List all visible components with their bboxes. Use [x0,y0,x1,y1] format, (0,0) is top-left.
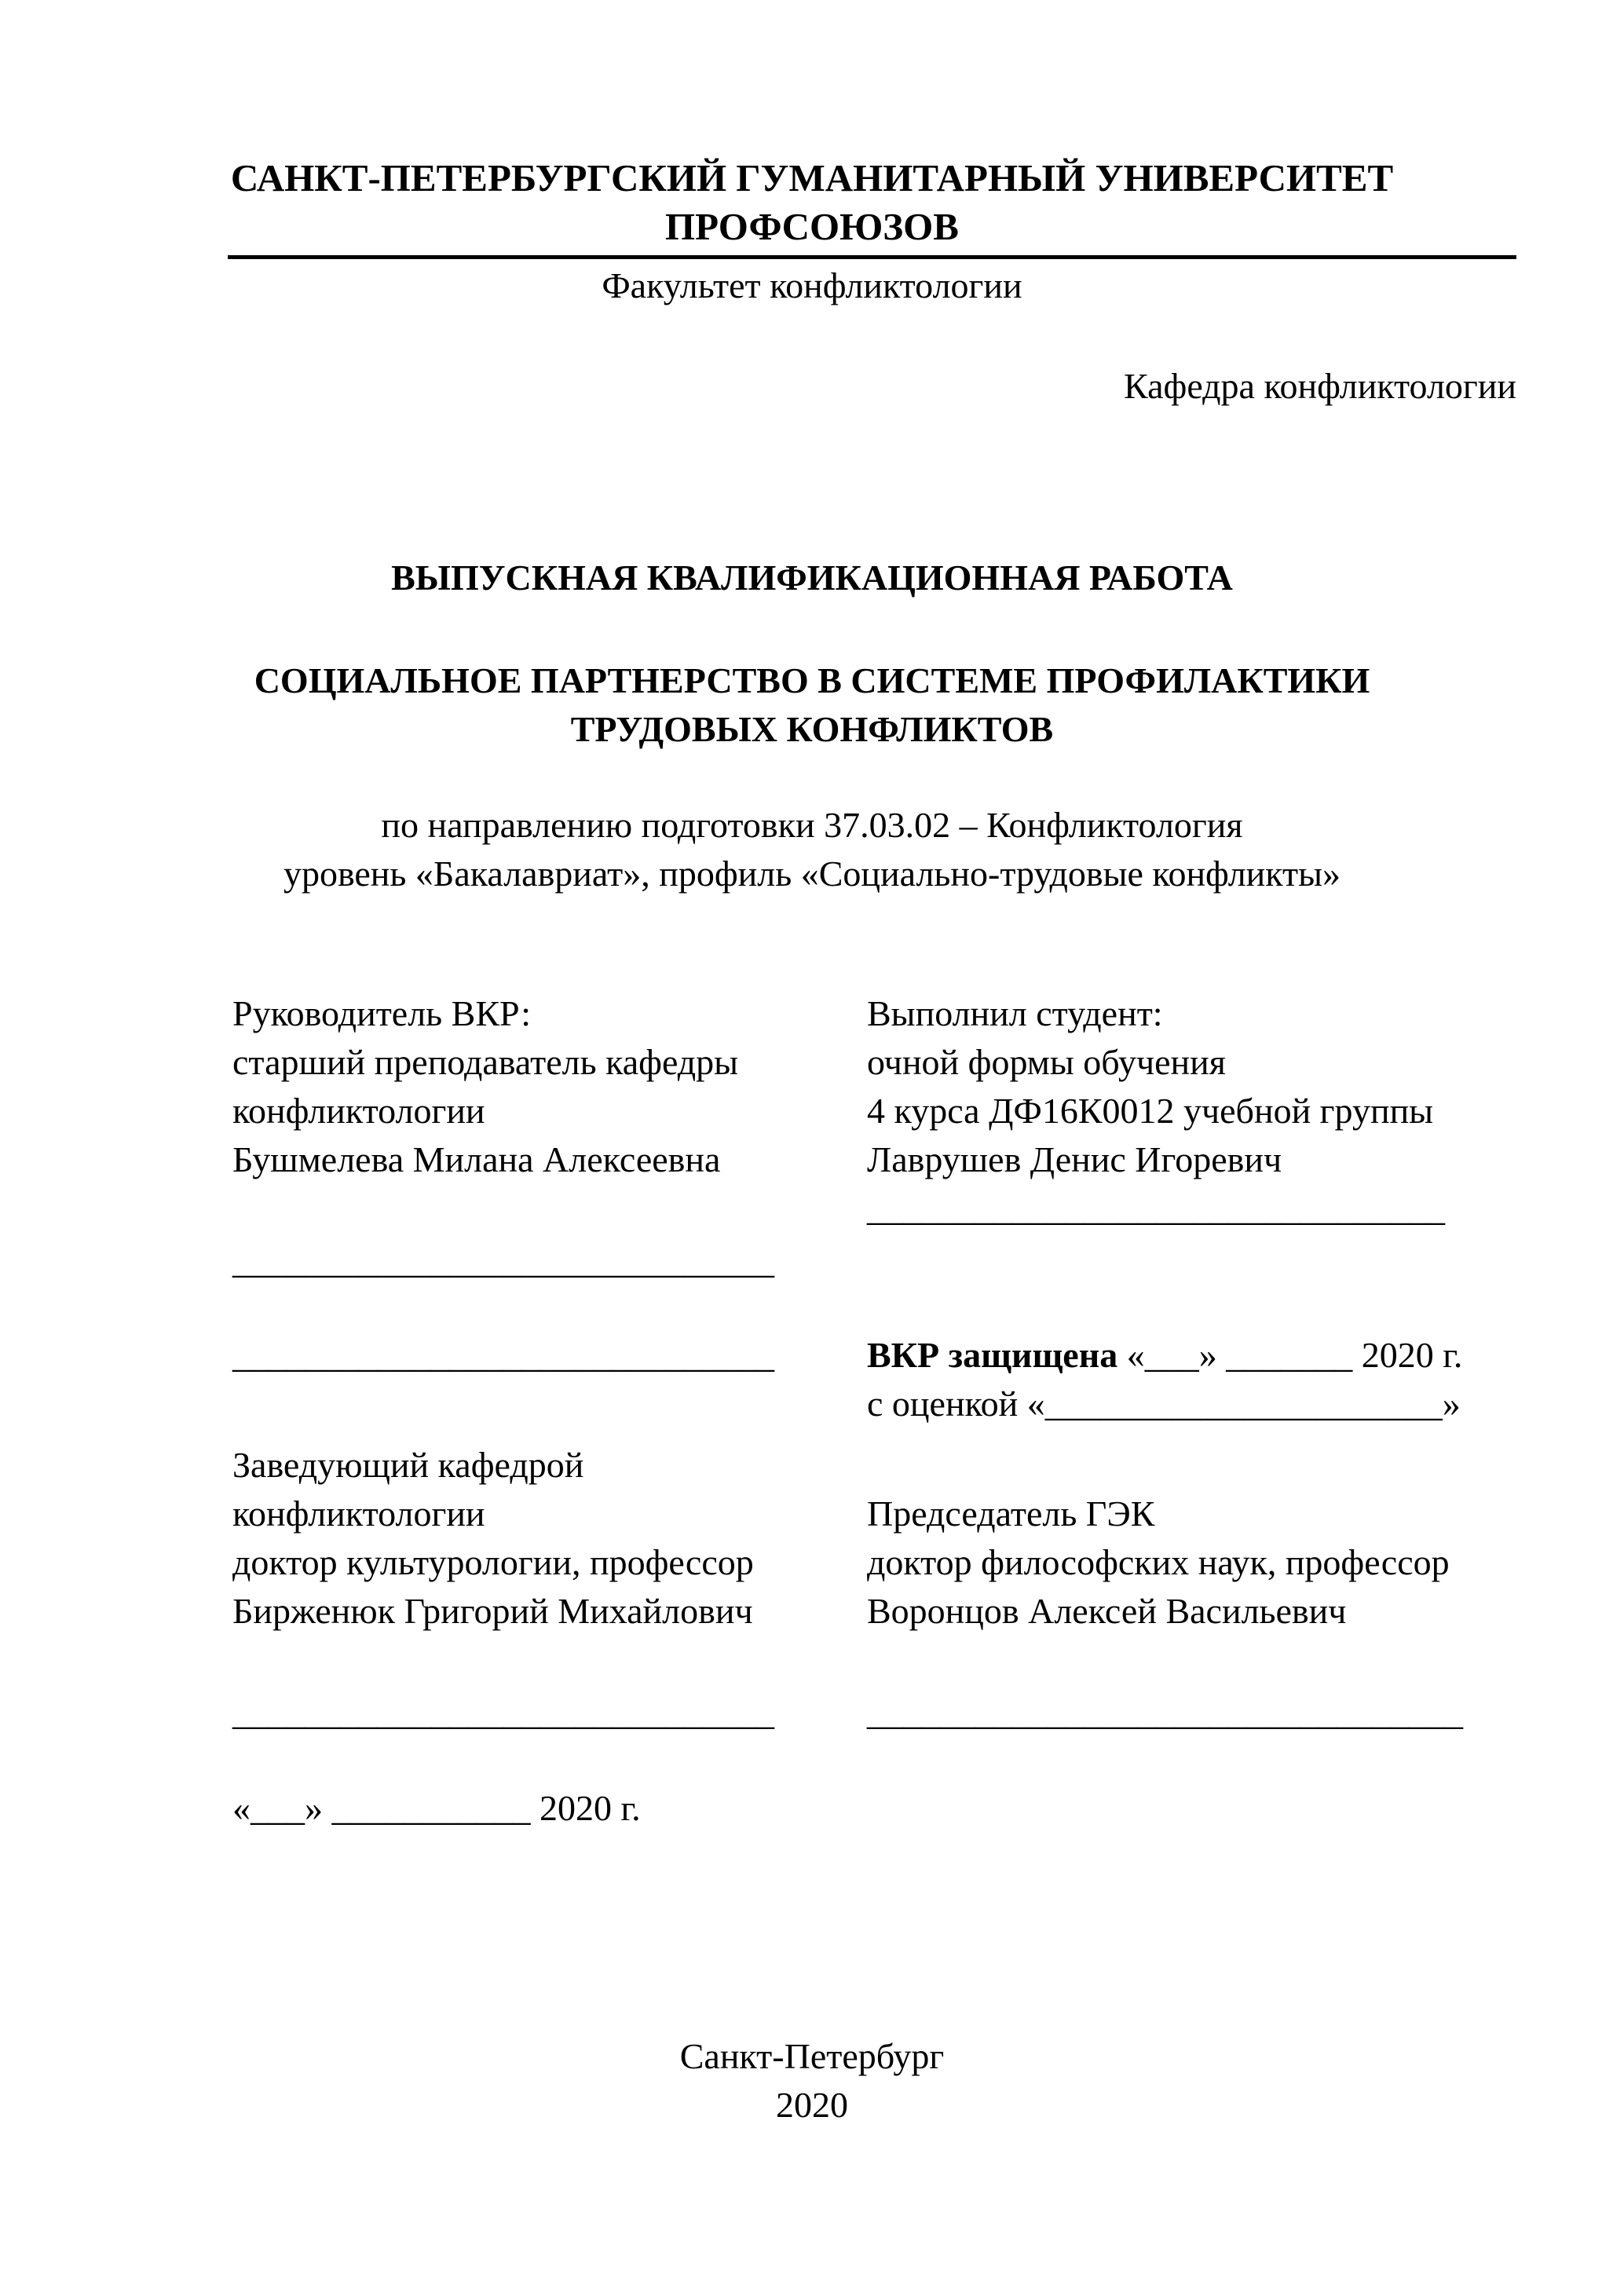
footer-city: Санкт-Петербург [679,2036,945,2076]
header-divider [228,255,1516,259]
thesis-title-line2: ТРУДОВЫХ КОНФЛИКТОВ [570,709,1054,749]
student-study-form: очной формы обучения [867,1042,1226,1082]
gek-chair-signature-line: _________________________________ [867,1692,1463,1732]
university-name-line2: ПРОФСОЮЗОВ [665,205,959,248]
student-label: Выполнил студент: [867,993,1163,1033]
student-block [867,989,1445,1233]
gek-chair-degree: доктор философских наук, профессор [867,1542,1450,1582]
defense-grade-line: с оценкой «______________________» [867,1384,1461,1424]
university-name [0,154,1624,251]
faculty-name: Факультет конфликтологии [602,265,1022,305]
head-of-department-signature-line: ______________________________ [232,1692,774,1732]
footer [0,2032,1624,2130]
thesis-title [0,656,1624,754]
student-name: Лаврушев Денис Игоревич [867,1139,1282,1179]
study-direction [0,801,1624,898]
university-name-line1: САНКТ-ПЕТЕРБУРГСКИЙ ГУМАНИТАРНЫЙ УНИВЕРСИТЕТ [230,156,1394,199]
footer-year: 2020 [776,2085,848,2125]
student-group: 4 курса ДФ16К0012 учебной группы [867,1091,1434,1131]
study-direction-line1: по направлению подготовки 37.03.02 – Конфликтология [381,805,1243,845]
study-direction-line2: уровень «Бакалавриат», профиль «Социально-трудовые конфликты» [283,854,1341,894]
supervisor-position-line2: конфликтологии [232,1091,485,1131]
head-of-department-dept: конфликтологии [232,1493,485,1534]
defense-label: ВКР защищена [867,1335,1118,1375]
head-of-department-label: Заведующий кафедрой [232,1445,584,1485]
supervisor-block [232,989,738,1184]
supervisor-position-line1: старший преподаватель кафедры [232,1042,739,1082]
defense-block [867,1331,1462,1428]
supervisor-name: Бушмелева Милана Алексеевна [232,1139,721,1179]
head-of-department-name: Бирженюк Григорий Михайлович [232,1591,753,1631]
gek-chair-label: Председатель ГЭК [867,1493,1155,1534]
thesis-title-line1: СОЦИАЛЬНОЕ ПАРТНЕРСТВО В СИСТЕМЕ ПРОФИЛАКТИКИ [254,660,1370,700]
gek-chair-block [867,1490,1450,1636]
student-signature-line: ________________________________ [867,1188,1445,1228]
gek-chair-name: Воронцов Алексей Васильевич [867,1591,1347,1631]
supervisor-signature-line-2: ______________________________ [232,1335,774,1375]
department-name: Кафедра конфликтологии [1124,366,1516,406]
supervisor-signature-line: ______________________________ [232,1241,774,1281]
head-of-department-block [232,1441,754,1636]
document-type: ВЫПУСКНАЯ КВАЛИФИКАЦИОННАЯ РАБОТА [391,558,1233,598]
date-line: «___» ___________ 2020 г. [232,1788,641,1828]
defense-date-line [867,1331,1462,1380]
head-of-department-degree: доктор культурологии, профессор [232,1542,754,1582]
defense-date: «___» _______ 2020 г. [1117,1335,1463,1375]
supervisor-label: Руководитель ВКР: [232,993,532,1033]
